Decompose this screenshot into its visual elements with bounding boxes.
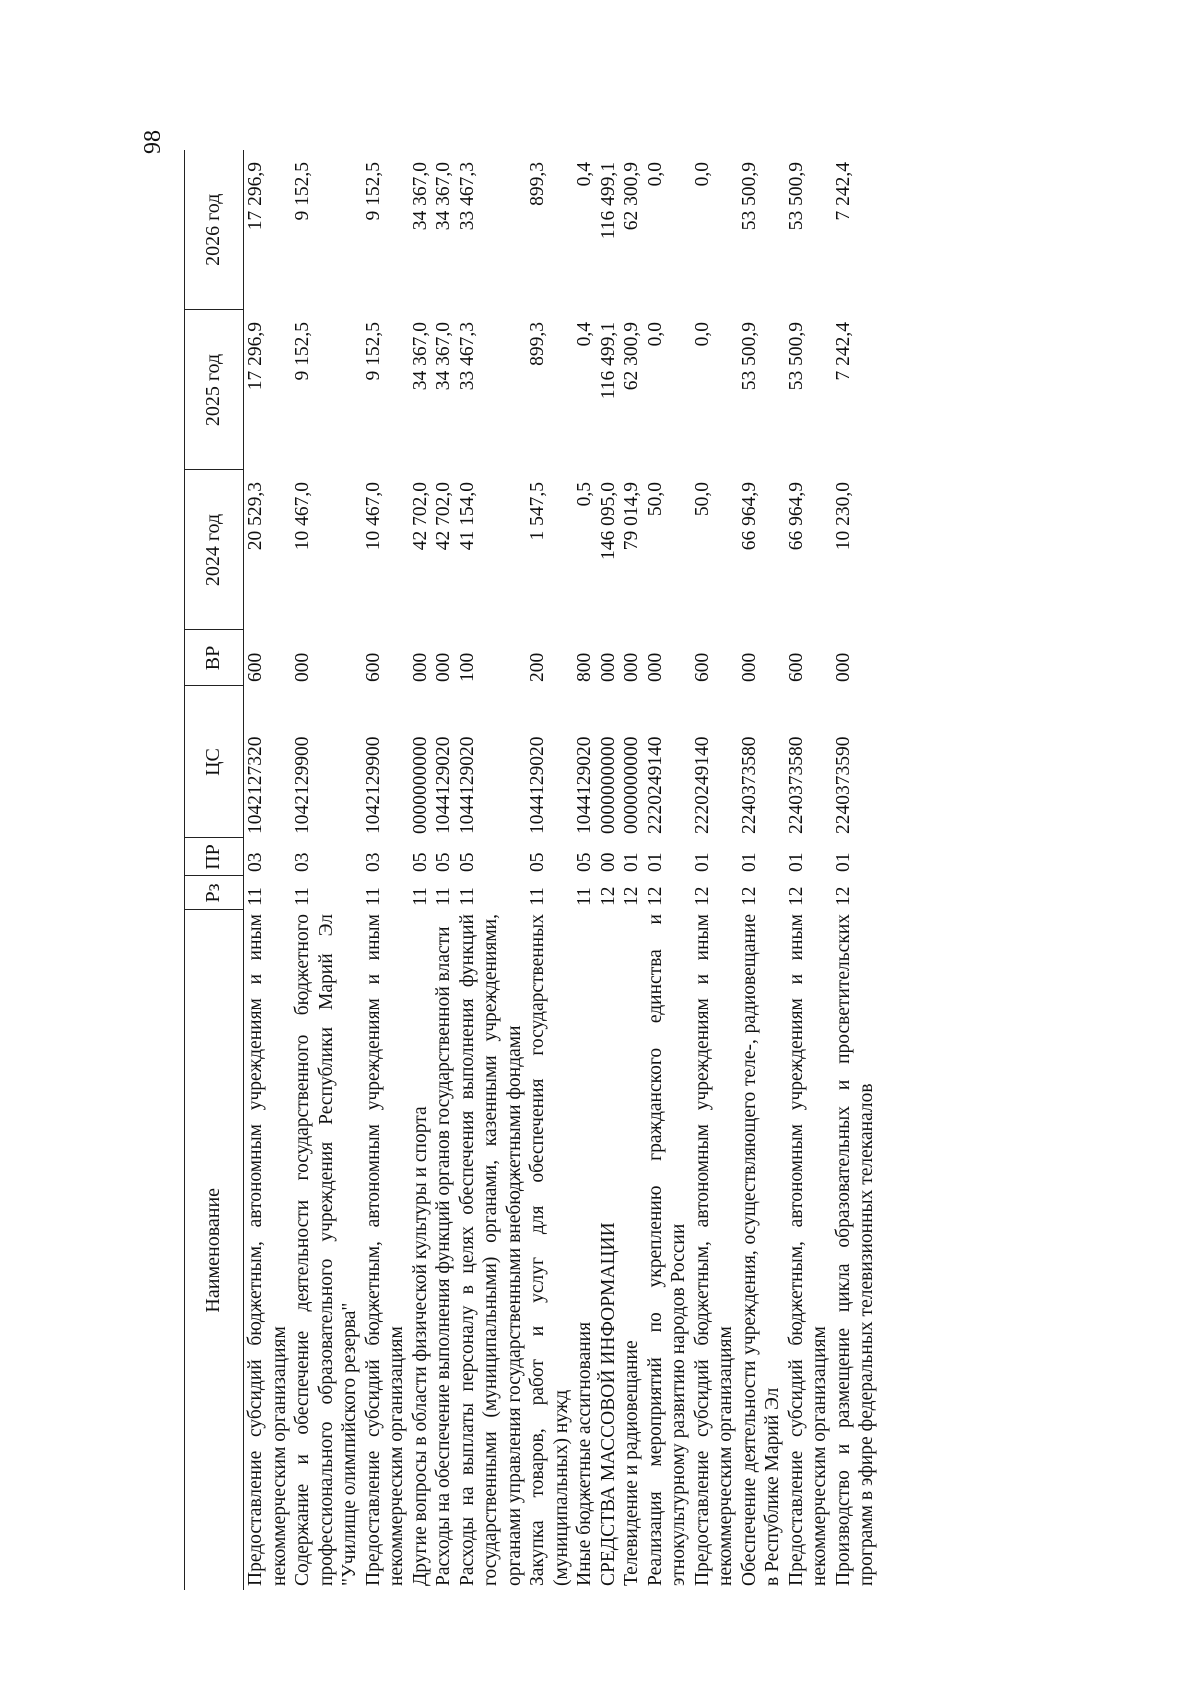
- row-pr: 01: [832, 852, 854, 872]
- row-cs: 1044129020: [527, 736, 548, 834]
- row-pr: 01: [644, 852, 666, 872]
- row-name: Расходы на выплаты персоналу в целях обеспечения выполнения функций государственными (муниципальными) органами, казенными учреждениями, органами управления государственными внебюджетными фондами: [456, 914, 525, 1586]
- row-rz: 11: [362, 887, 384, 906]
- row-name: Производство и размещение цикла образовательных и просветительских программ в эфире федеральных телевизионных телеканалов: [832, 914, 877, 1586]
- table-row: [691, 150, 738, 1590]
- row-name: СРЕДСТВА МАССОВОЙ ИНФОРМАЦИИ: [597, 1222, 619, 1586]
- row-vr: 000: [832, 652, 854, 682]
- row-2026: 34 367,0: [409, 162, 431, 231]
- table-row: [738, 150, 785, 1590]
- row-2024: 50,0: [644, 482, 666, 517]
- row-2025: 34 367,0: [409, 322, 431, 391]
- row-vr: 000: [433, 652, 454, 682]
- row-2026: 17 296,9: [245, 162, 266, 231]
- header-cs: ЦС: [185, 686, 244, 838]
- row-cs: 0000000000: [409, 736, 431, 834]
- table-row: [785, 150, 832, 1590]
- row-vr: 000: [621, 652, 642, 682]
- page-number: 98: [140, 130, 166, 154]
- row-2026: 7 242,4: [832, 162, 854, 221]
- header-name: Наименование: [185, 910, 244, 1590]
- row-vr: 600: [362, 652, 384, 682]
- row-name: Реализация мероприятий по укреплению гражданского единства и этнокультурному развитию народов России: [644, 914, 689, 1586]
- row-rz: 12: [597, 886, 619, 906]
- row-2025: 9 152,5: [292, 322, 313, 381]
- row-name: Телевидение и радиовещание: [621, 1340, 642, 1586]
- row-2024: 1 547,5: [527, 482, 548, 541]
- table-body: [244, 150, 879, 1590]
- row-cs: 2240373580: [738, 736, 760, 834]
- row-name: Предоставление субсидий бюджетным, автономным учреждениям и иным некоммерческим организациям: [362, 914, 407, 1586]
- row-name: Предоставление субсидий бюджетным, автономным учреждениям и иным некоммерческим организациям: [785, 914, 830, 1586]
- row-rz: 11: [456, 887, 478, 906]
- row-2026: 0,4: [574, 162, 595, 187]
- row-rz: 11: [433, 887, 454, 906]
- row-name: Содержание и обеспечение деятельности государственного бюджетного профессионального образовательного учреждения Республики Марий Эл "Училище олимпийского резерва": [292, 914, 360, 1586]
- table-row: [456, 150, 527, 1590]
- row-vr: 600: [245, 652, 266, 682]
- table-row: [291, 150, 362, 1590]
- row-cs: 0000000000: [621, 736, 642, 834]
- row-rz: 11: [527, 887, 548, 906]
- table-row: [432, 150, 456, 1590]
- row-vr: 000: [738, 652, 760, 682]
- row-name: Закупка товаров, работ и услуг для обеспечения государственных (муниципальных) нужд: [527, 914, 572, 1586]
- row-pr: 00: [597, 852, 619, 872]
- row-cs: 1042129900: [362, 736, 384, 834]
- row-2026: 53 500,9: [738, 162, 760, 231]
- row-pr: 01: [785, 852, 807, 872]
- row-vr: 000: [409, 652, 431, 682]
- row-2024: 41 154,0: [456, 482, 478, 551]
- row-cs: 1044129020: [433, 736, 454, 834]
- row-2025: 34 367,0: [433, 322, 454, 391]
- row-cs: 0000000000: [597, 736, 619, 834]
- header-2025: 2025 год: [185, 310, 244, 470]
- row-2025: 899,3: [527, 322, 548, 366]
- row-2024: 42 702,0: [433, 482, 454, 551]
- row-2024: 20 529,3: [245, 482, 266, 551]
- header-pr: ПР: [185, 838, 244, 876]
- row-pr: 01: [691, 852, 713, 872]
- row-vr: 600: [785, 652, 807, 682]
- row-2025: 0,0: [691, 322, 713, 347]
- row-2025: 53 500,9: [785, 322, 807, 391]
- row-2025: 33 467,3: [456, 322, 478, 391]
- row-name: Обеспечение деятельности учреждения, осуществляющего теле-, радиовещание в Республике Марий Эл: [738, 914, 783, 1586]
- row-pr: 05: [574, 852, 595, 872]
- row-cs: 1042129900: [292, 736, 313, 834]
- table-row: [244, 150, 292, 1590]
- header-2024: 2024 год: [185, 470, 244, 630]
- row-vr: 000: [292, 652, 313, 682]
- row-cs: 2220249140: [644, 736, 666, 834]
- row-2026: 899,3: [527, 162, 548, 206]
- row-vr: 000: [597, 652, 619, 682]
- row-2025: 7 242,4: [832, 322, 854, 381]
- row-2024: 50,0: [691, 482, 713, 517]
- row-cs: 1042127320: [245, 736, 266, 834]
- rotated-content: [138, 130, 1068, 1590]
- row-2026: 9 152,5: [362, 162, 384, 221]
- row-2025: 17 296,9: [245, 322, 266, 391]
- table-row: [620, 150, 644, 1590]
- table-row: [573, 150, 597, 1590]
- row-2024: 146 095,0: [597, 482, 619, 560]
- row-rz: 12: [785, 886, 807, 906]
- row-pr: 05: [527, 852, 548, 872]
- budget-table: [184, 150, 879, 1590]
- row-cs: 2240373580: [785, 736, 807, 834]
- header-row: [185, 150, 244, 1590]
- row-2024: 66 964,9: [738, 482, 760, 551]
- row-2025: 0,0: [644, 322, 666, 347]
- row-pr: 03: [362, 852, 384, 872]
- row-cs: 1044129020: [574, 736, 595, 834]
- row-vr: 800: [574, 652, 595, 682]
- row-vr: 100: [456, 652, 478, 682]
- row-2026: 62 300,9: [621, 162, 642, 231]
- row-2026: 53 500,9: [785, 162, 807, 231]
- row-name: Предоставление субсидий бюджетным, автономным учреждениям и иным некоммерческим организациям: [245, 914, 290, 1586]
- row-2026: 0,0: [644, 162, 666, 187]
- row-rz: 11: [292, 887, 313, 906]
- row-vr: 200: [527, 652, 548, 682]
- row-2024: 42 702,0: [409, 482, 431, 551]
- row-2025: 0,4: [574, 322, 595, 347]
- row-2024: 10 467,0: [362, 482, 384, 551]
- row-rz: 11: [409, 887, 431, 906]
- row-cs: 2240373590: [832, 736, 854, 834]
- row-rz: 11: [245, 887, 266, 906]
- table-row: [597, 150, 621, 1590]
- header-rz: Рз: [185, 876, 244, 910]
- row-rz: 12: [738, 886, 760, 906]
- row-2025: 116 499,1: [597, 322, 619, 400]
- row-2026: 116 499,1: [597, 162, 619, 240]
- row-cs: 2220249140: [691, 736, 713, 834]
- row-rz: 12: [621, 886, 642, 906]
- row-2025: 62 300,9: [621, 322, 642, 391]
- header-2026: 2026 год: [185, 150, 244, 310]
- row-2024: 79 014,9: [621, 482, 642, 551]
- row-rz: 12: [832, 886, 854, 906]
- row-rz: 12: [691, 886, 713, 906]
- row-cs: 1044129020: [456, 736, 478, 834]
- row-2024: 66 964,9: [785, 482, 807, 551]
- table-row: [409, 150, 433, 1590]
- table-row: [644, 150, 691, 1590]
- row-pr: 01: [621, 852, 642, 872]
- row-2026: 34 367,0: [433, 162, 454, 231]
- table-row: [526, 150, 573, 1590]
- row-2024: 10 230,0: [832, 482, 854, 551]
- row-name: Расходы на обеспечение выполнения функций органов государственной власти: [433, 926, 454, 1586]
- row-2026: 0,0: [691, 162, 713, 187]
- row-name: Другие вопросы в области физической культуры и спорта: [409, 1106, 431, 1586]
- row-2025: 9 152,5: [362, 322, 384, 381]
- row-2025: 53 500,9: [738, 322, 760, 391]
- row-pr: 05: [409, 852, 431, 872]
- row-pr: 01: [738, 852, 760, 872]
- row-rz: 11: [574, 887, 595, 906]
- row-pr: 03: [292, 852, 313, 872]
- row-name: Иные бюджетные ассигнования: [574, 1321, 595, 1586]
- row-2026: 33 467,3: [456, 162, 478, 231]
- row-2024: 0,5: [574, 482, 595, 507]
- table-row: [362, 150, 409, 1590]
- header-vr: ВР: [185, 630, 244, 686]
- row-name: Предоставление субсидий бюджетным, автономным учреждениям и иным некоммерческим организациям: [691, 914, 736, 1586]
- row-2024: 10 467,0: [292, 482, 313, 551]
- row-vr: 000: [644, 652, 666, 682]
- row-pr: 05: [433, 852, 454, 872]
- row-2026: 9 152,5: [292, 162, 313, 221]
- row-rz: 12: [644, 886, 666, 906]
- row-pr: 05: [456, 852, 478, 872]
- table-row: [832, 150, 879, 1590]
- row-vr: 600: [691, 652, 713, 682]
- row-pr: 03: [245, 852, 266, 872]
